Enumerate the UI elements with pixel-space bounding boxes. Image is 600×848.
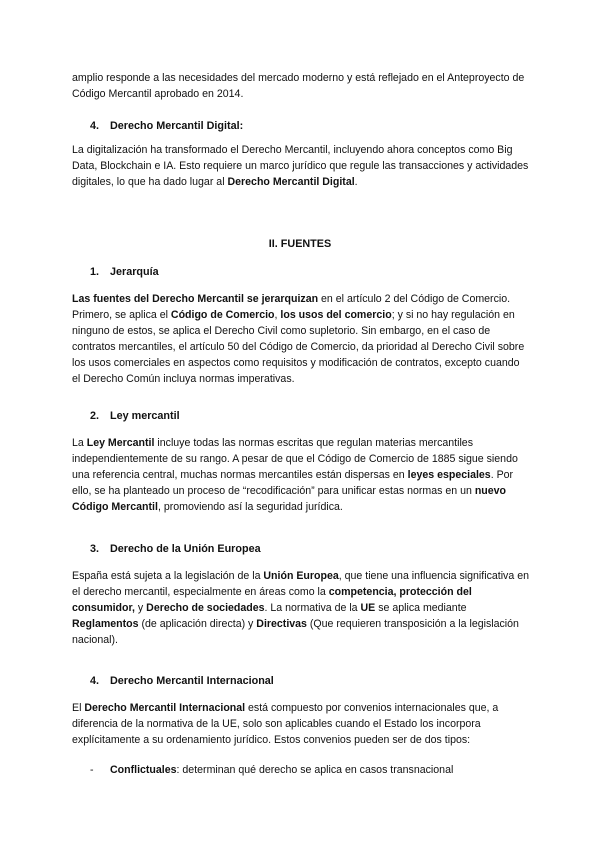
text-run: ; y si no hay regulación en ninguno de estos, se aplica el Derecho Civil como supletorio. Sin embargo, en el caso de contratos mercantiles, el artículo 50 del Código de Comercio, da prioridad al Derecho Civil sobre los usos comerciales en aspectos como requisitos y modificación de contratos, excepto cuando el Derecho Común incluya normas imperativas. bbox=[72, 309, 525, 385]
paragraph-union-europea bbox=[72, 568, 530, 648]
bold-text: nuevo Código Mercantil bbox=[72, 485, 507, 513]
paragraph-internacional bbox=[72, 700, 530, 748]
heading-jerarquia: 1. Jerarquía bbox=[90, 266, 159, 278]
text-run: . Por ello, se ha planteado un proceso de “recodificación” para unificar estas normas en un bbox=[72, 469, 514, 497]
text-run: . bbox=[354, 176, 358, 188]
text-run: incluye todas las normas escritas que regulan materias mercantiles independientemente de su rango. A pesar de que el Código de Comercio de 1885 sigue siendo una referencia central, muchas normas mercantiles están dispersas en bbox=[72, 437, 518, 481]
text-run: (Que requieren transposición a la legislación nacional). bbox=[72, 618, 519, 646]
bold-text: leyes especiales bbox=[407, 469, 491, 481]
bold-text: UE bbox=[360, 602, 376, 614]
bold-text: Derecho de sociedades bbox=[146, 602, 265, 614]
text-run: está compuesto por convenios internacionales que, a diferencia de la normativa de la UE, solo son aplicables cuando el Estado los incorpora explícitamente a su ordenamiento jurídico. Estos convenios pueden ser de dos tipos: bbox=[72, 702, 499, 746]
heading-ley-mercantil: 2. Ley mercantil bbox=[90, 410, 180, 422]
bold-text: Unión Europea bbox=[263, 570, 339, 582]
text-run: . La normativa de la bbox=[264, 602, 361, 614]
bold-text: Conflictuales bbox=[110, 764, 177, 776]
text-run: (de aplicación directa) y bbox=[138, 618, 257, 630]
bold-text: Código de Comercio bbox=[170, 309, 275, 321]
bold-text: los usos del comercio bbox=[280, 309, 392, 321]
text-run: España está sujeta a la legislación de la bbox=[72, 570, 264, 582]
text-run: , que tiene una influencia significativa en el derecho mercantil, especialmente en áreas como la bbox=[72, 570, 529, 598]
text-run: en el artículo 2 del Código de Comercio. Primero, se aplica el bbox=[72, 293, 511, 321]
bold-text: Las fuentes del Derecho Mercantil se jerarquizan bbox=[72, 293, 319, 305]
bold-text: Directivas bbox=[256, 618, 307, 630]
bold-text: Ley Mercantil bbox=[86, 437, 155, 449]
bold-text: competencia, protección del consumidor, bbox=[72, 586, 472, 614]
text-run: , bbox=[274, 309, 281, 321]
text-run: La bbox=[72, 437, 87, 449]
list-bullet-dash: - bbox=[90, 764, 94, 776]
text-run: El bbox=[72, 702, 85, 714]
bold-text: Derecho Mercantil Internacional bbox=[84, 702, 246, 714]
heading-union-europea: 3. Derecho de la Unión Europea bbox=[90, 543, 261, 555]
text-run: , promoviendo así la seguridad jurídica. bbox=[157, 501, 343, 513]
paragraph-jerarquia bbox=[72, 291, 530, 387]
heading-digital: 4. Derecho Mercantil Digital: bbox=[90, 120, 244, 132]
paragraph-digital bbox=[72, 142, 530, 190]
list-item-conflictuales bbox=[110, 762, 530, 778]
paragraph-ley-mercantil bbox=[72, 435, 530, 515]
paragraph-intro bbox=[72, 70, 530, 102]
bold-text: Reglamentos bbox=[72, 618, 139, 630]
heading-internacional: 4. Derecho Mercantil Internacional bbox=[90, 675, 274, 687]
text-run: : determinan qué derecho se aplica en casos transnacional bbox=[176, 764, 454, 776]
text-run: amplio responde a las necesidades del mercado moderno y está reflejado en el Anteproyecto de Código Mercantil aprobado en 2014. bbox=[72, 72, 525, 100]
section-title: II. FUENTES bbox=[268, 238, 332, 250]
text-run: La digitalización ha transformado el Derecho Mercantil, incluyendo ahora conceptos como Big Data, Blockchain e IA. Esto requiere un marco jurídico que regule las transacciones y actividades digitales, lo que ha dado lugar al bbox=[72, 144, 529, 188]
text-run: se aplica mediante bbox=[375, 602, 467, 614]
text-run: y bbox=[134, 602, 147, 614]
bold-text: Derecho Mercantil Digital bbox=[227, 176, 355, 188]
